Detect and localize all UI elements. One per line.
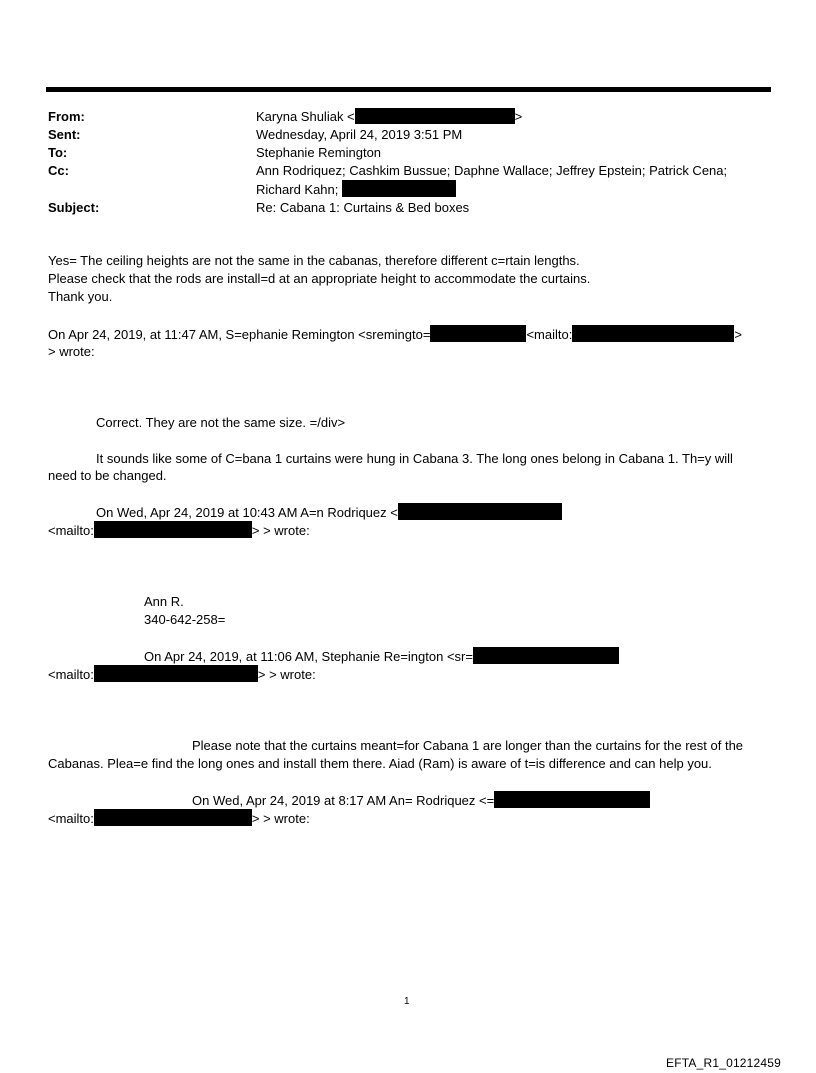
subject-label: Subject: [48,200,100,215]
body-line: Please note that the curtains meant=for Cabana 1 are longer than the curtains for the rest of the [192,738,744,753]
redaction-box [430,325,526,342]
quote-wrote: > > wrote: [251,811,310,826]
quote-header [48,325,742,344]
cc-line-2-text: Richard Kahn; [256,182,339,197]
document-id: EFTA_R1_01212459 [666,1056,782,1070]
quote-wrote: > > wrote: [257,667,316,682]
quote-wrote: > wrote: [48,344,95,359]
body-line: It sounds like some of C=bana 1 curtains were hung in Cabana 3. The long ones belong in Cabana 1. Th=y will [96,451,733,466]
from-label: From: [48,109,85,124]
quote-mailto [48,665,316,684]
mailto-text: <mailto: [526,327,573,342]
header-rule [46,87,771,92]
mailto-text: <mailto: [48,811,94,826]
subject-value: Re: Cabana 1: Curtains & Bed boxes [256,200,470,215]
sent-label: Sent: [48,127,81,142]
redaction-box [94,521,252,538]
mailto-text: <mailto: [48,523,94,538]
quote-header [144,647,619,666]
from-value [256,108,522,126]
to-value: Stephanie Remington [256,145,382,160]
body-line: Yes= The ceiling heights are not the same in the cabanas, therefore different c=rtain lengths. [48,253,580,268]
quote-wrote: > > wrote: [251,523,310,538]
redaction-box [355,108,515,124]
cc-line-2 [256,180,456,199]
quote-header-text: On Wed, Apr 24, 2019 at 10:43 AM A=n Rodriquez < [96,505,398,520]
body-line: Please check that the rods are install=d at an appropriate height to accommodate the curtains. [48,271,591,286]
mailto-text: <mailto: [48,667,94,682]
quote-header-text: On Apr 24, 2019, at 11:47 AM, S=ephanie Remington <sremingto= [48,327,431,342]
redaction-box [342,180,456,197]
cc-line-1: Ann Rodriquez; Cashkim Bussue; Daphne Wallace; Jeffrey Epstein; Patrick Cena; [256,163,728,178]
page-number: 1 [404,996,410,1007]
quote-header-text: On Apr 24, 2019, at 11:06 AM, Stephanie Re=ington <sr= [144,649,473,664]
quote-header-text: On Wed, Apr 24, 2019 at 8:17 AM An= Rodriquez <= [192,793,495,808]
from-tail: > [514,109,523,124]
redaction-box [494,791,650,808]
quote-header [96,503,562,522]
redaction-box [473,647,619,664]
redaction-box [94,809,252,826]
body-line: Cabanas. Plea=e find the long ones and install them there. Aiad (Ram) is aware of t=is difference and can help you. [48,756,712,771]
body-line: Correct. They are not the same size. =/div> [96,415,346,430]
cc-label: Cc: [48,163,69,178]
from-name: Karyna Shuliak < [256,109,355,124]
mailto-tail: > [734,327,742,342]
sent-value: Wednesday, April 24, 2019 3:51 PM [256,127,463,142]
redaction-box [94,665,258,682]
quote-mailto [48,809,310,828]
redaction-box [572,325,734,342]
body-line: need to be changed. [48,468,167,483]
redaction-box [398,503,562,520]
body-line: Thank you. [48,289,113,304]
quote-header [192,791,650,810]
to-label: To: [48,145,68,160]
quote-mailto [48,521,310,540]
signature-phone: 340-642-258= [144,612,226,627]
signature-name: Ann R. [144,594,184,609]
